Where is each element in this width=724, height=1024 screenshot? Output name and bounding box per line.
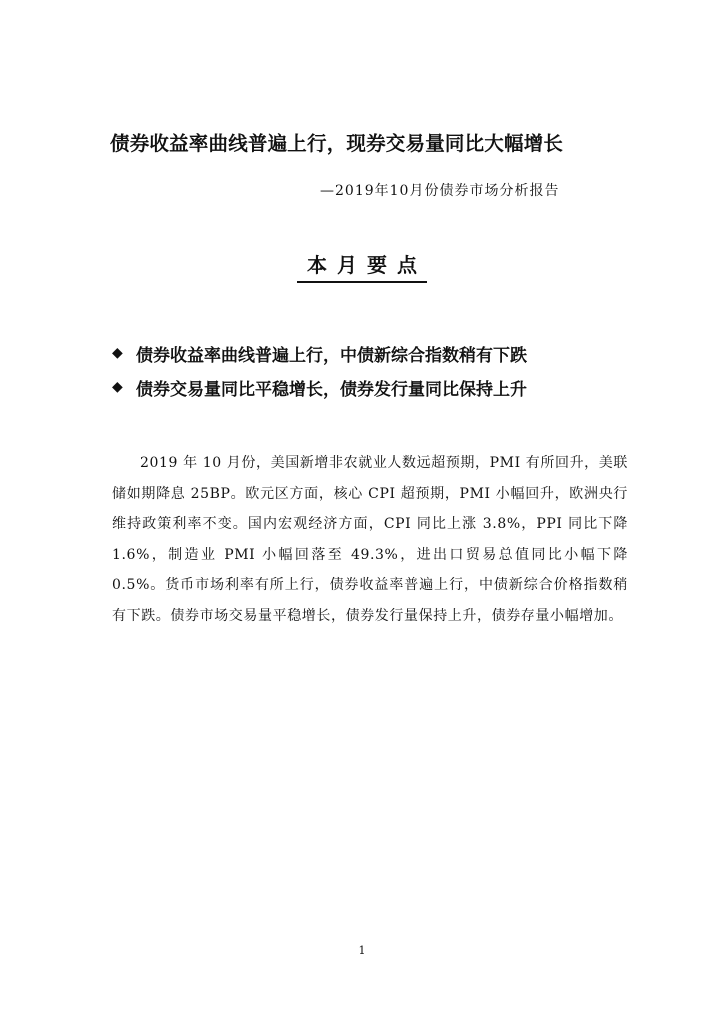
report-subtitle: —2019年10月份债券市场分析报告 xyxy=(320,183,560,199)
key-point-item xyxy=(112,336,672,370)
key-point-text: 债券交易量同比平稳增长，债券发行量同比保持上升 xyxy=(136,379,527,400)
key-points-list xyxy=(112,336,672,404)
page-title: 债券收益率曲线普遍上行，现券交易量同比大幅增长 xyxy=(110,132,564,155)
page-number: 1 xyxy=(358,944,366,957)
diamond-bullet-icon: ◆ xyxy=(112,379,123,395)
diamond-bullet-icon: ◆ xyxy=(112,345,123,361)
section-heading xyxy=(0,250,724,283)
summary-paragraph: 2019 年 10 月份，美国新增非农就业人数远超预期，PMI 有所回升，美联储如期降息 25BP。欧元区方面，核心 CPI 超预期，PMI 小幅回升，欧洲央行维持政策利率不变。国内宏观经济方面，CPI 同比上涨 3.8%，PPI 同比下降 1.6%，制造业 PMI 小幅回落至 49.3%，进出口贸易总值同比小幅下降 0.5%。货币市场利率有所上行，债券收益率普遍上行，中债新综合价格指数稍有下跌。债券市场交易量平稳增长，债券发行量保持上升，债券存量小幅增加。 xyxy=(112,455,628,624)
key-point-text: 债券收益率曲线普遍上行，中债新综合指数稍有下跌 xyxy=(136,345,527,366)
key-point-item xyxy=(112,370,672,404)
section-heading-text: 本月要点 xyxy=(297,250,427,283)
